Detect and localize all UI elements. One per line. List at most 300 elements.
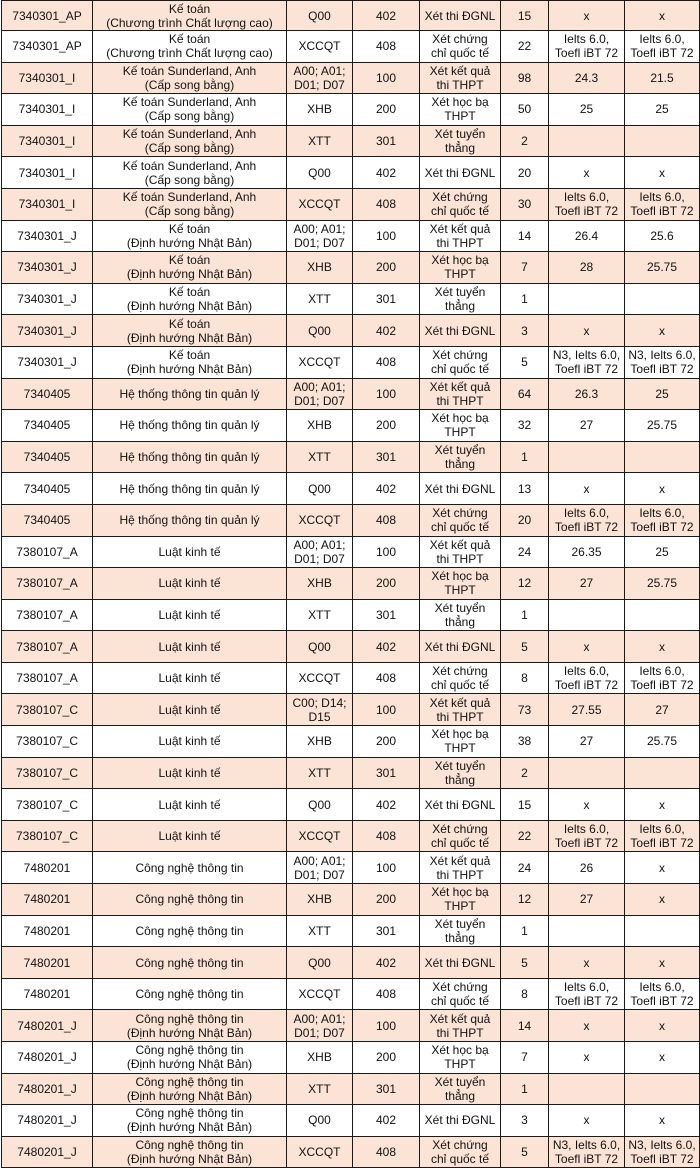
cell-score-2022: x <box>549 1 625 31</box>
cell-major-name: Luật kinh tế <box>93 631 287 663</box>
cell-subject-group: XCCQT <box>287 1136 353 1168</box>
table-row <box>2 157 700 189</box>
admission-table <box>1 0 700 1168</box>
cell-major-code: 7480201_J <box>2 1073 93 1105</box>
cell-major-code: 7480201 <box>2 978 93 1010</box>
cell-admission-method: Xét kết quả thi THPT <box>420 536 501 568</box>
cell-score-2022 <box>549 441 625 473</box>
cell-major-name: Công nghệ thông tin <box>93 884 287 916</box>
cell-score-2021: x <box>625 631 700 663</box>
cell-subject-group: Q00 <box>287 473 353 505</box>
cell-major-code: 7340301_I <box>2 94 93 126</box>
cell-method-code: 301 <box>353 915 420 947</box>
cell-score-2021: x <box>625 852 700 884</box>
cell-major-code: 7340301_J <box>2 252 93 284</box>
cell-subject-group: C00; D14; D15 <box>287 694 353 726</box>
cell-major-name: Công nghệ thông tin (Định hướng Nhật Bản) <box>93 1042 287 1074</box>
cell-major-name: Kế toán (Định hướng Nhật Bản) <box>93 346 287 378</box>
cell-major-code: 7380107_C <box>2 820 93 852</box>
cell-method-code: 402 <box>353 157 420 189</box>
cell-score-2021: x <box>625 473 700 505</box>
cell-major-code: 7340405 <box>2 410 93 442</box>
cell-quota: 98 <box>501 62 549 94</box>
cell-method-code: 402 <box>353 789 420 821</box>
cell-quota: 5 <box>501 346 549 378</box>
cell-score-2022: 27.55 <box>549 694 625 726</box>
cell-quota: 24 <box>501 852 549 884</box>
cell-major-code: 7340301_AP <box>2 31 93 63</box>
cell-method-code: 100 <box>353 536 420 568</box>
cell-quota: 1 <box>501 915 549 947</box>
cell-method-code: 408 <box>353 820 420 852</box>
cell-major-name: Hệ thống thông tin quản lý <box>93 473 287 505</box>
cell-score-2022: x <box>549 1042 625 1074</box>
cell-major-name: Công nghệ thông tin <box>93 852 287 884</box>
table-row <box>2 31 700 63</box>
cell-admission-method: Xét tuyển thẳng <box>420 757 501 789</box>
cell-method-code: 301 <box>353 757 420 789</box>
cell-quota: 14 <box>501 220 549 252</box>
table-row <box>2 410 700 442</box>
cell-major-code: 7480201_J <box>2 1010 93 1042</box>
cell-quota: 64 <box>501 378 549 410</box>
cell-method-code: 100 <box>353 220 420 252</box>
cell-quota: 22 <box>501 820 549 852</box>
cell-admission-method: Xét kết quả thi THPT <box>420 62 501 94</box>
cell-admission-method: Xét học bạ THPT <box>420 252 501 284</box>
cell-admission-method: Xét thi ĐGNL <box>420 315 501 347</box>
cell-major-code: 7380107_C <box>2 726 93 758</box>
cell-subject-group: XTT <box>287 915 353 947</box>
cell-admission-method: Xét kết quả thi THPT <box>420 694 501 726</box>
table-row <box>2 1 700 31</box>
cell-major-code: 7340405 <box>2 504 93 536</box>
cell-major-code: 7340405 <box>2 378 93 410</box>
cell-method-code: 301 <box>353 125 420 157</box>
cell-admission-method: Xét thi ĐGNL <box>420 473 501 505</box>
cell-quota: 15 <box>501 1 549 31</box>
cell-major-code: 7380107_A <box>2 599 93 631</box>
cell-score-2021 <box>625 599 700 631</box>
cell-major-code: 7380107_C <box>2 694 93 726</box>
cell-score-2022 <box>549 1073 625 1105</box>
cell-subject-group: XTT <box>287 125 353 157</box>
cell-subject-group: XCCQT <box>287 346 353 378</box>
table-row <box>2 1073 700 1105</box>
cell-score-2022: N3, Ielts 6.0, Toefl iBT 72 <box>549 1136 625 1168</box>
cell-admission-method: Xét tuyển thẳng <box>420 915 501 947</box>
cell-score-2021: 25.6 <box>625 220 700 252</box>
cell-score-2022: 27 <box>549 726 625 758</box>
cell-admission-method: Xét học bạ THPT <box>420 568 501 600</box>
cell-method-code: 408 <box>353 188 420 220</box>
table-row <box>2 62 700 94</box>
cell-score-2021: x <box>625 315 700 347</box>
cell-quota: 3 <box>501 1105 549 1137</box>
cell-admission-method: Xét chứng chỉ quốc tế <box>420 188 501 220</box>
cell-method-code: 200 <box>353 94 420 126</box>
cell-major-name: Kế toán Sunderland, Anh (Cấp song bằng) <box>93 94 287 126</box>
cell-admission-method: Xét học bạ THPT <box>420 410 501 442</box>
cell-subject-group: Q00 <box>287 1 353 31</box>
cell-admission-method: Xét chứng chỉ quốc tế <box>420 504 501 536</box>
table-row <box>2 694 700 726</box>
cell-score-2021: Ielts 6.0, Toefl iBT 72 <box>625 188 700 220</box>
cell-score-2022: x <box>549 789 625 821</box>
cell-score-2022: 26.3 <box>549 378 625 410</box>
cell-admission-method: Xét tuyển thẳng <box>420 283 501 315</box>
cell-admission-method: Xét kết quả thi THPT <box>420 220 501 252</box>
cell-score-2021 <box>625 757 700 789</box>
cell-major-code: 7340301_AP <box>2 1 93 31</box>
cell-score-2022: Ielts 6.0, Toefl iBT 72 <box>549 978 625 1010</box>
cell-major-name: Công nghệ thông tin (Định hướng Nhật Bản) <box>93 1073 287 1105</box>
cell-major-name: Kế toán Sunderland, Anh (Cấp song bằng) <box>93 62 287 94</box>
cell-subject-group: XCCQT <box>287 978 353 1010</box>
cell-admission-method: Xét học bạ THPT <box>420 726 501 758</box>
cell-subject-group: Q00 <box>287 631 353 663</box>
cell-quota: 50 <box>501 94 549 126</box>
cell-method-code: 301 <box>353 283 420 315</box>
cell-method-code: 100 <box>353 378 420 410</box>
table-row <box>2 536 700 568</box>
cell-score-2021: 25 <box>625 378 700 410</box>
cell-major-name: Kế toán Sunderland, Anh (Cấp song bằng) <box>93 157 287 189</box>
cell-score-2022 <box>549 915 625 947</box>
cell-major-name: Hệ thống thông tin quản lý <box>93 410 287 442</box>
cell-quota: 2 <box>501 125 549 157</box>
table-row <box>2 125 700 157</box>
cell-score-2022 <box>549 283 625 315</box>
cell-major-code: 7480201 <box>2 852 93 884</box>
cell-major-name: Công nghệ thông tin <box>93 915 287 947</box>
table-row <box>2 473 700 505</box>
cell-subject-group: XHB <box>287 252 353 284</box>
cell-quota: 15 <box>501 789 549 821</box>
cell-score-2022 <box>549 599 625 631</box>
cell-quota: 1 <box>501 283 549 315</box>
cell-major-name: Kế toán (Định hướng Nhật Bản) <box>93 283 287 315</box>
cell-quota: 24 <box>501 536 549 568</box>
cell-score-2021: 25.75 <box>625 726 700 758</box>
table-row <box>2 1042 700 1074</box>
cell-major-name: Luật kinh tế <box>93 694 287 726</box>
cell-method-code: 402 <box>353 947 420 979</box>
cell-major-name: Kế toán Sunderland, Anh (Cấp song bằng) <box>93 125 287 157</box>
table-row <box>2 915 700 947</box>
table-row <box>2 1105 700 1137</box>
table-row <box>2 94 700 126</box>
cell-major-name: Hệ thống thông tin quản lý <box>93 504 287 536</box>
cell-score-2022: 25 <box>549 94 625 126</box>
cell-score-2021: x <box>625 1042 700 1074</box>
cell-score-2021 <box>625 125 700 157</box>
cell-subject-group: XTT <box>287 1073 353 1105</box>
table-row <box>2 378 700 410</box>
cell-method-code: 408 <box>353 31 420 63</box>
cell-method-code: 200 <box>353 1042 420 1074</box>
cell-major-code: 7380107_A <box>2 568 93 600</box>
cell-quota: 3 <box>501 315 549 347</box>
table-row <box>2 789 700 821</box>
cell-score-2022: x <box>549 1010 625 1042</box>
cell-major-code: 7340301_J <box>2 315 93 347</box>
cell-score-2022: Ielts 6.0, Toefl iBT 72 <box>549 662 625 694</box>
cell-quota: 5 <box>501 947 549 979</box>
cell-score-2021: Ielts 6.0, Toefl iBT 72 <box>625 820 700 852</box>
cell-subject-group: XCCQT <box>287 662 353 694</box>
cell-admission-method: Xét thi ĐGNL <box>420 1 501 31</box>
cell-major-code: 7480201_J <box>2 1136 93 1168</box>
cell-score-2022: x <box>549 157 625 189</box>
cell-quota: 1 <box>501 599 549 631</box>
cell-major-code: 7340301_I <box>2 157 93 189</box>
cell-subject-group: A00; A01; D01; D07 <box>287 852 353 884</box>
cell-major-code: 7380107_A <box>2 631 93 663</box>
cell-method-code: 100 <box>353 62 420 94</box>
cell-score-2021: 25 <box>625 94 700 126</box>
cell-score-2021 <box>625 441 700 473</box>
cell-method-code: 402 <box>353 631 420 663</box>
cell-major-name: Luật kinh tế <box>93 757 287 789</box>
cell-major-name: Công nghệ thông tin (Định hướng Nhật Bản) <box>93 1105 287 1137</box>
cell-method-code: 408 <box>353 1136 420 1168</box>
cell-subject-group: XHB <box>287 884 353 916</box>
cell-admission-method: Xét thi ĐGNL <box>420 947 501 979</box>
cell-major-code: 7380107_A <box>2 662 93 694</box>
table-row <box>2 662 700 694</box>
cell-score-2021: Ielts 6.0, Toefl iBT 72 <box>625 978 700 1010</box>
table-row <box>2 726 700 758</box>
cell-score-2022: x <box>549 315 625 347</box>
cell-subject-group: XTT <box>287 757 353 789</box>
cell-admission-method: Xét thi ĐGNL <box>420 789 501 821</box>
cell-method-code: 402 <box>353 1105 420 1137</box>
cell-major-code: 7380107_C <box>2 789 93 821</box>
table-row <box>2 252 700 284</box>
cell-admission-method: Xét kết quả thi THPT <box>420 378 501 410</box>
cell-major-name: Luật kinh tế <box>93 599 287 631</box>
cell-major-code: 7340301_J <box>2 220 93 252</box>
cell-score-2022: x <box>549 1105 625 1137</box>
cell-score-2021: Ielts 6.0, Toefl iBT 72 <box>625 504 700 536</box>
table-row <box>2 884 700 916</box>
table-row <box>2 346 700 378</box>
cell-quota: 5 <box>501 1136 549 1168</box>
cell-score-2022: Ielts 6.0, Toefl iBT 72 <box>549 504 625 536</box>
cell-score-2022: 26.4 <box>549 220 625 252</box>
cell-method-code: 408 <box>353 978 420 1010</box>
cell-score-2021: x <box>625 157 700 189</box>
cell-method-code: 301 <box>353 599 420 631</box>
cell-quota: 5 <box>501 631 549 663</box>
table-row <box>2 852 700 884</box>
cell-major-name: Kế toán (Định hướng Nhật Bản) <box>93 315 287 347</box>
cell-method-code: 408 <box>353 346 420 378</box>
cell-admission-method: Xét tuyển thẳng <box>420 599 501 631</box>
cell-quota: 7 <box>501 252 549 284</box>
cell-major-name: Kế toán (Định hướng Nhật Bản) <box>93 252 287 284</box>
cell-major-name: Công nghệ thông tin <box>93 947 287 979</box>
cell-major-code: 7340301_I <box>2 188 93 220</box>
cell-score-2022: Ielts 6.0, Toefl iBT 72 <box>549 31 625 63</box>
cell-subject-group: XHB <box>287 1042 353 1074</box>
cell-method-code: 200 <box>353 726 420 758</box>
cell-score-2022 <box>549 757 625 789</box>
table-row <box>2 441 700 473</box>
cell-score-2021: x <box>625 1 700 31</box>
cell-score-2021: x <box>625 1010 700 1042</box>
cell-score-2022: x <box>549 631 625 663</box>
cell-admission-method: Xét thi ĐGNL <box>420 1105 501 1137</box>
cell-score-2021: N3, Ielts 6.0, Toefl iBT 72 <box>625 1136 700 1168</box>
cell-major-name: Công nghệ thông tin (Định hướng Nhật Bản) <box>93 1136 287 1168</box>
cell-method-code: 301 <box>353 441 420 473</box>
cell-score-2022: x <box>549 473 625 505</box>
cell-subject-group: A00; A01; D01; D07 <box>287 1010 353 1042</box>
cell-quota: 14 <box>501 1010 549 1042</box>
cell-major-code: 7340301_J <box>2 346 93 378</box>
cell-score-2022: N3, Ielts 6.0, Toefl iBT 72 <box>549 346 625 378</box>
cell-admission-method: Xét thi ĐGNL <box>420 631 501 663</box>
cell-score-2022: Ielts 6.0, Toefl iBT 72 <box>549 188 625 220</box>
cell-score-2021: x <box>625 947 700 979</box>
cell-quota: 38 <box>501 726 549 758</box>
cell-score-2022 <box>549 125 625 157</box>
cell-major-code: 7340301_I <box>2 125 93 157</box>
cell-quota: 12 <box>501 568 549 600</box>
cell-major-name: Công nghệ thông tin (Định hướng Nhật Bản) <box>93 1010 287 1042</box>
cell-admission-method: Xét học bạ THPT <box>420 94 501 126</box>
cell-method-code: 301 <box>353 1073 420 1105</box>
cell-admission-method: Xét tuyển thẳng <box>420 1073 501 1105</box>
cell-admission-method: Xét học bạ THPT <box>420 884 501 916</box>
cell-admission-method: Xét chứng chỉ quốc tế <box>420 820 501 852</box>
cell-major-name: Hệ thống thông tin quản lý <box>93 441 287 473</box>
cell-score-2021: x <box>625 789 700 821</box>
cell-score-2021 <box>625 915 700 947</box>
cell-subject-group: XHB <box>287 410 353 442</box>
cell-major-code: 7480201 <box>2 947 93 979</box>
cell-major-name: Luật kinh tế <box>93 568 287 600</box>
cell-method-code: 200 <box>353 884 420 916</box>
cell-quota: 32 <box>501 410 549 442</box>
cell-score-2021: Ielts 6.0, Toefl iBT 72 <box>625 31 700 63</box>
table-row <box>2 504 700 536</box>
cell-major-code: 7480201_J <box>2 1042 93 1074</box>
cell-admission-method: Xét kết quả thi THPT <box>420 852 501 884</box>
cell-quota: 8 <box>501 662 549 694</box>
cell-major-code: 7340301_J <box>2 283 93 315</box>
cell-subject-group: Q00 <box>287 789 353 821</box>
cell-quota: 20 <box>501 157 549 189</box>
cell-admission-method: Xét chứng chỉ quốc tế <box>420 662 501 694</box>
cell-major-name: Kế toán Sunderland, Anh (Cấp song bằng) <box>93 188 287 220</box>
table-row <box>2 820 700 852</box>
cell-method-code: 100 <box>353 1010 420 1042</box>
cell-subject-group: XHB <box>287 94 353 126</box>
cell-major-name: Kế toán (Chương trình Chất lượng cao) <box>93 31 287 63</box>
cell-score-2022: 26.35 <box>549 536 625 568</box>
cell-method-code: 200 <box>353 252 420 284</box>
cell-major-code: 7480201 <box>2 884 93 916</box>
cell-major-name: Luật kinh tế <box>93 820 287 852</box>
cell-major-code: 7380107_A <box>2 536 93 568</box>
table-row <box>2 978 700 1010</box>
cell-major-code: 7480201 <box>2 915 93 947</box>
cell-major-name: Luật kinh tế <box>93 536 287 568</box>
cell-subject-group: XCCQT <box>287 188 353 220</box>
cell-major-code: 7340405 <box>2 441 93 473</box>
cell-score-2022: x <box>549 947 625 979</box>
cell-admission-method: Xét thi ĐGNL <box>420 157 501 189</box>
cell-score-2022: Ielts 6.0, Toefl iBT 72 <box>549 820 625 852</box>
cell-score-2021: 27 <box>625 694 700 726</box>
cell-major-code: 7340405 <box>2 473 93 505</box>
cell-quota: 22 <box>501 31 549 63</box>
cell-subject-group: XTT <box>287 441 353 473</box>
cell-major-code: 7380107_C <box>2 757 93 789</box>
cell-admission-method: Xét tuyển thẳng <box>420 125 501 157</box>
cell-quota: 2 <box>501 757 549 789</box>
cell-score-2021 <box>625 283 700 315</box>
table-row <box>2 599 700 631</box>
cell-major-name: Luật kinh tế <box>93 662 287 694</box>
cell-method-code: 408 <box>353 504 420 536</box>
cell-subject-group: A00; A01; D01; D07 <box>287 536 353 568</box>
cell-admission-method: Xét tuyển thẳng <box>420 441 501 473</box>
cell-major-name: Kế toán (Định hướng Nhật Bản) <box>93 220 287 252</box>
cell-admission-method: Xét chứng chỉ quốc tế <box>420 31 501 63</box>
cell-score-2021 <box>625 1073 700 1105</box>
cell-subject-group: A00; A01; D01; D07 <box>287 378 353 410</box>
cell-subject-group: XCCQT <box>287 504 353 536</box>
table-row <box>2 947 700 979</box>
cell-score-2022: 27 <box>549 410 625 442</box>
cell-subject-group: XHB <box>287 568 353 600</box>
table-row <box>2 220 700 252</box>
cell-major-name: Luật kinh tế <box>93 726 287 758</box>
cell-quota: 1 <box>501 441 549 473</box>
cell-major-name: Kế toán (Chương trình Chất lượng cao) <box>93 1 287 31</box>
cell-quota: 73 <box>501 694 549 726</box>
cell-score-2021: 25.75 <box>625 252 700 284</box>
cell-score-2021: N3, Ielts 6.0, Toefl iBT 72 <box>625 346 700 378</box>
cell-method-code: 200 <box>353 568 420 600</box>
cell-major-code: 7340301_I <box>2 62 93 94</box>
cell-score-2021: 25.75 <box>625 568 700 600</box>
cell-score-2022: 26 <box>549 852 625 884</box>
cell-subject-group: Q00 <box>287 315 353 347</box>
cell-quota: 8 <box>501 978 549 1010</box>
cell-score-2022: 27 <box>549 884 625 916</box>
cell-subject-group: XTT <box>287 599 353 631</box>
cell-major-code: 7480201_J <box>2 1105 93 1137</box>
cell-admission-method: Xét chứng chỉ quốc tế <box>420 978 501 1010</box>
cell-method-code: 100 <box>353 694 420 726</box>
cell-score-2021: x <box>625 884 700 916</box>
cell-subject-group: XCCQT <box>287 820 353 852</box>
cell-subject-group: XHB <box>287 726 353 758</box>
cell-admission-method: Xét học bạ THPT <box>420 1042 501 1074</box>
cell-admission-method: Xét kết quả thi THPT <box>420 1010 501 1042</box>
cell-quota: 20 <box>501 504 549 536</box>
cell-score-2021: Ielts 6.0, Toefl iBT 72 <box>625 662 700 694</box>
cell-score-2021: 21.5 <box>625 62 700 94</box>
cell-subject-group: XCCQT <box>287 31 353 63</box>
table-row <box>2 568 700 600</box>
cell-score-2021: x <box>625 1105 700 1137</box>
